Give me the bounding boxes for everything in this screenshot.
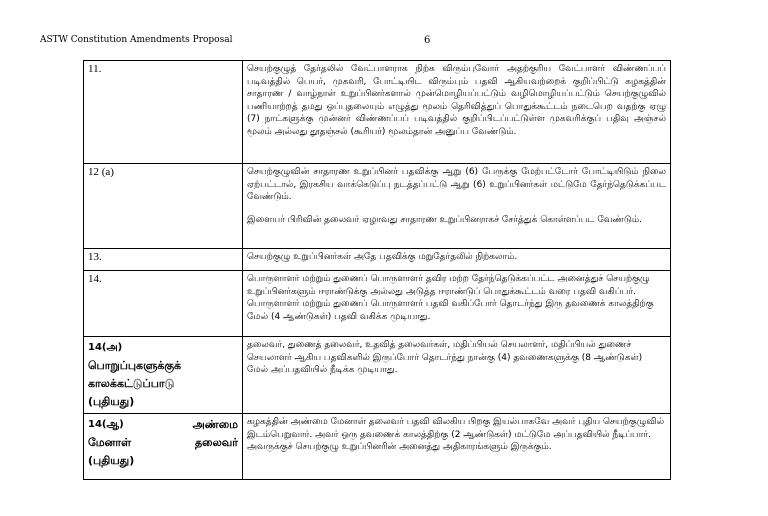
clause-title-line: மேனாள்: [88, 436, 132, 449]
clause-text: [243, 164, 671, 249]
clause-title-line: காலக்கட்டுப்பாடு: [88, 377, 175, 390]
table-row: [84, 249, 671, 271]
clause-number: 11.: [84, 61, 243, 164]
clause-text: [243, 271, 671, 337]
clause-title-line: தலைவர்: [195, 436, 238, 449]
clause-text: [243, 249, 671, 271]
clause-heading: [84, 337, 243, 414]
table-row: [84, 414, 671, 480]
clause-text: [243, 61, 671, 164]
clause-number: 13.: [84, 249, 243, 271]
clause-paragraph: தலைவர், துணைத் தலைவர், உதவித் தலைவர்கள், மதிப்பியல் செயலாளர், மதிப்பியல் துணைச் செயலாளர் ஆகிய பதவிகளில் இருப்போர் தொடர்ந்து நான்கு (4) தவணைகளுக்கு (8 ஆண்டுகள்) மேல் அப்பதவியில் நீடிக்க முடியாது.: [247, 340, 643, 376]
clause-paragraph: கழகத்தின் அண்மை மேனாள் தலைவர் பதவி விலகிய பிறகு இயல்பாகவே அவர் புதிய செயற்குழுவில் இடம்பெறுவார். அவர் ஒரு தவணைக் காலத்திற்கு (2 ஆண்டுகள்) மட்டுமே அப்பதவியில் நீடிப்பார். அவருக்குச் செயற்குழு உறுப்பினரின் அனைத்து அதிகாரங்களும் இருக்கும்.: [247, 417, 665, 453]
clause-new-tag: (புதியது): [88, 395, 135, 408]
table-row: [84, 61, 671, 164]
clause-text: [243, 337, 671, 414]
clause-number: 14.: [84, 271, 243, 337]
table-row: [84, 164, 671, 249]
clause-paragraph: இளையர் பிரிவின் தலைவர் ஏழாவது சாதாரண உறுப்பினராகச் சேர்த்துக் கொள்ளப்பட வேண்டும்.: [247, 214, 643, 225]
clause-heading: [84, 414, 243, 480]
amendments-table: [83, 60, 671, 480]
clause-title-line: பொறுப்புகளுக்குக்: [88, 359, 182, 372]
clause-number: 12 (a): [84, 164, 243, 249]
document-title: ASTW Constitution Amendments Proposal: [40, 35, 233, 45]
table-row: [84, 271, 671, 337]
clause-paragraph: செயற்குழுத் தேர்தலில் வேட்பாளராக நிற்க விரும்புவோர் அதற்குரிய வேட்பாளர் விண்ணப்பப் படிவத்தில் பெயர், முகவரி, போட்டியிட விரும்பும் பதவி ஆகியவற்றைக் குறிப்பிட்டு கழகத்தின் சாதாரண / வாழ்நாள் உறுப்பினர்களால் முன்மொழியப்பட்டும் வழிமொழியப்பட்டும் செயற்குழுவில் பணியாற்றத் தமது ஒப்புதலையும் எழுத்து மூலம் தெரிவித்துப் பொதுக்கூட்டம் நடைபெற வதற்கு ஏழு (7) நாட்களுக்கு முன்னர் விண்ணப்பப் படிவத்தில் குறிப்பிடப்பட்டுள்ள முகவரிக்குப் பதிவு அஞ்சல் மூலம் அல்லது தூதஞ்சல் (கூரியர்) மூலம்தான் அனுப்ப வேண்டும்.: [247, 64, 666, 137]
clause-text: [243, 414, 671, 480]
clause-paragraph: செயற்குழுவின் சாதாரண உறுப்பினர் பதவிக்கு ஆறு (6) பேருக்கு மேற்பட்டோர் போட்டியிடும் நிலை ஏற்பட்டால், இரகசிய வாக்கெடுப்பு நடத்தப்பட்டு ஆறு (6) உறுப்பினர்கள் மட்டுமே தேர்ந்தெடுக்கப்பட வேண்டும்.: [247, 167, 666, 203]
clause-new-tag: (புதியது): [88, 454, 135, 467]
page-number: 6: [424, 35, 431, 46]
clause-title-line: அண்மை: [192, 418, 238, 431]
clause-number: 14(அ): [88, 342, 123, 353]
table-row: [84, 337, 671, 414]
clause-paragraph: செயற்குழு உறுப்பினர்கள் அதே பதவிக்கு மறுதேர்தலில் நிற்கலாம்.: [247, 252, 518, 262]
clause-paragraph: பொருளாளர் மற்றும் துணைப் பொருளாளர் தவிர மற்ற தேர்ந்தெடுக்கப்பட்ட அனைத்துச் செயற்குழு உறுப்பினர்களும் ஈராண்டுக்கு அல்லது அடுத்த ஈராண்டுப் பொதுக்கூட்டம் வரை பதவி வகிப்பர். பொருளாளர் மற்றும் துணைப் பொருளாளர் பதவி வகிப்போர் தொடர்ந்து இரு தவணைக் காலத்திற்கு மேல் (4 ஆண்டுகள்) பதவி வகிக்க முடியாது.: [247, 274, 654, 322]
clause-number: 14(ஆ): [88, 419, 124, 430]
